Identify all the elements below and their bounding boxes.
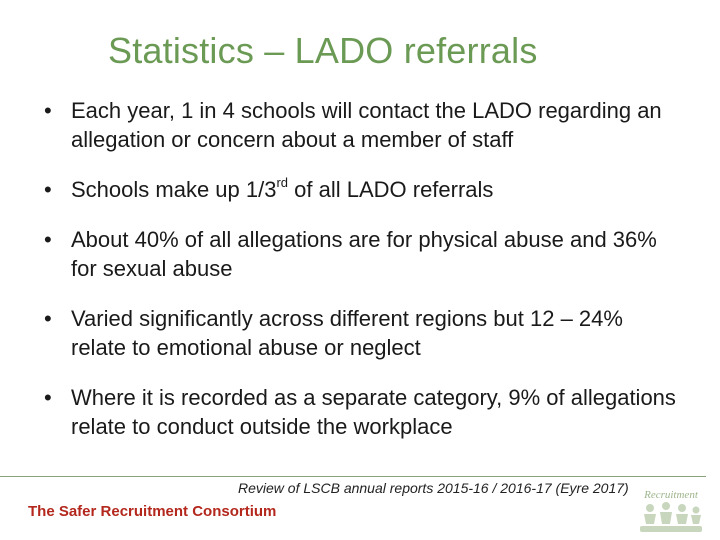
bullet-text: Each year, 1 in 4 schools will contact the LADO regarding an allegation or concern about a member of staff	[71, 98, 662, 152]
citation: Review of LSCB annual reports 2015-16 / 2016-17 (Eyre 2017)	[238, 480, 629, 496]
bullet-item	[44, 383, 684, 441]
bullet-text-sup: rd	[276, 174, 289, 190]
bullet-text: Varied significantly across different regions but 12 – 24% relate to emotional abuse or neglect	[71, 306, 623, 360]
bullet-item	[44, 175, 684, 204]
bullet-item	[44, 304, 684, 362]
bullet-dot-icon: •	[44, 98, 52, 123]
bullet-dot-icon: •	[44, 227, 52, 252]
slide-title: Statistics – LADO referrals	[108, 30, 538, 71]
logo-wordmark: Recruitment	[644, 489, 698, 501]
bullet-text	[71, 174, 494, 202]
bullet-list	[44, 96, 684, 462]
bullet-text: About 40% of all allegations are for physical abuse and 36% for sexual abuse	[71, 227, 657, 281]
consortium-logo-icon	[636, 478, 706, 536]
bullet-item	[44, 225, 684, 283]
organisation-name: The Safer Recruitment Consortium	[28, 503, 277, 520]
bullet-text-pre: Schools make up 1/3	[71, 177, 277, 202]
bullet-dot-icon: •	[44, 306, 52, 331]
bullet-dot-icon: •	[44, 385, 52, 410]
bullet-dot-icon: •	[44, 177, 52, 202]
bullet-item	[44, 96, 684, 154]
bullet-text-post: of all LADO referrals	[288, 177, 494, 202]
bullet-text: Where it is recorded as a separate category, 9% of allegations relate to conduct outside the workplace	[71, 385, 676, 439]
footer-divider	[0, 476, 706, 477]
